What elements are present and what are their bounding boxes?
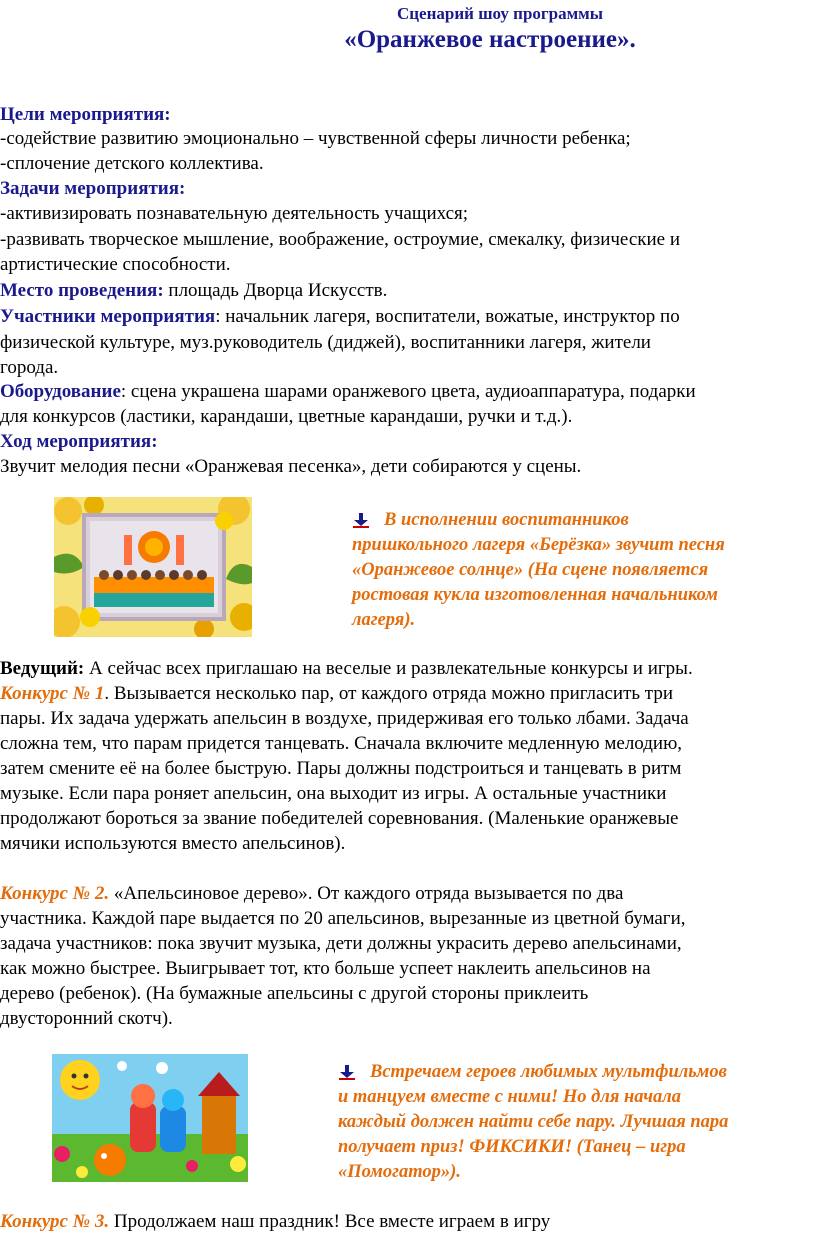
participants-line-3: города. bbox=[0, 357, 59, 378]
arrow-down-bullet-icon bbox=[338, 1065, 356, 1081]
stage-photo bbox=[54, 497, 252, 637]
participants-line-1 bbox=[0, 305, 680, 329]
contest1-line-4: затем смените её на более быструю. Пары должны подстроиться и танцевать в ритм bbox=[0, 758, 682, 779]
cartoon-characters-picture bbox=[52, 1054, 248, 1182]
note1-line-3: «Оранжевое солнце» (На сцене появляется bbox=[352, 560, 709, 580]
contest1-line-2: пары. Их задача удержать апельсин в воздухе, придерживая его только лбами. Задача bbox=[0, 708, 689, 729]
title-line-1: Сценарий шоу программы bbox=[396, 4, 604, 23]
note1-line-5: лагеря). bbox=[352, 610, 416, 630]
task-line-1: -активизировать познавательную деятельность учащихся; bbox=[0, 203, 469, 224]
equipment-line-1 bbox=[0, 380, 696, 404]
note1-line-2: пришкольного лагеря «Берёзка» звучит песня bbox=[352, 535, 725, 555]
contest1-line-6: продолжают бороться за звание победителей соревнования. (Маленькие оранжевые bbox=[0, 808, 679, 829]
contest2-line-1 bbox=[0, 882, 623, 906]
stage-photo-illustration bbox=[54, 497, 252, 637]
equipment-line-2: для конкурсов (ластики, карандаши, цветные карандаши, ручки и т.д.). bbox=[0, 406, 573, 427]
note2-line-4: получает приз! ФИКСИКИ! (Танец – игра bbox=[338, 1137, 686, 1157]
contest2-line-6: двусторонний скотч). bbox=[0, 1008, 173, 1029]
venue-text: площадь Дворца Искусств. bbox=[163, 280, 388, 301]
note2-line-1: Встречаем героев любимых мультфильмов bbox=[352, 1060, 727, 1085]
contest2-label: Конкурс № 2. bbox=[0, 883, 110, 904]
contest1-line-5: музыке. Если пара роняет апельсин, она выходит из игры. А остальные участники bbox=[0, 783, 667, 804]
progress-heading: Ход мероприятия: bbox=[0, 431, 158, 452]
participants-text: : начальник лагеря, воспитатели, вожатые, инструктор по bbox=[215, 306, 680, 327]
title-line-2: «Оранжевое настроение». bbox=[344, 26, 636, 53]
contest1-line-3: сложна тем, что парам придется танцевать. Сначала включите медленную мелодию, bbox=[0, 733, 683, 754]
contest1-label: Конкурс № 1 bbox=[0, 683, 105, 704]
equipment-text: : сцена украшена шарами оранжевого цвета, аудиоаппаратура, подарки bbox=[120, 381, 696, 402]
contest1-line-7: мячики используются вместо апельсинов). bbox=[0, 833, 346, 854]
note1-line-4: ростовая кукла изготовленная начальником bbox=[352, 585, 718, 605]
contest1-first: . Вызывается несколько пар, от каждого отряда можно пригласить три bbox=[104, 683, 673, 704]
contest1-line-1 bbox=[0, 682, 673, 706]
venue-label: Место проведения: bbox=[0, 280, 164, 301]
equipment-label: Оборудование bbox=[0, 381, 121, 402]
contest2-line-3: задача участников: пока звучит музыка, дети должны украсить дерево апельсинами, bbox=[0, 933, 682, 954]
goal-item-2: -сплочение детского коллектива. bbox=[0, 153, 264, 174]
task-line-3: артистические способности. bbox=[0, 254, 231, 275]
host-label: Ведущий: bbox=[0, 658, 85, 679]
contest2-line-5: дерево (ребенок). (На бумажные апельсины с другой стороны приклеить bbox=[0, 983, 589, 1004]
participants-label: Участники мероприятия bbox=[0, 306, 216, 327]
goal-item-1: -содействие развитию эмоционально – чувственной сферы личности ребенка; bbox=[0, 128, 631, 149]
participants-line-2: физической культуре, муз.руководитель (диджей), воспитанники лагеря, жители bbox=[0, 332, 651, 353]
host-line bbox=[0, 657, 693, 681]
contest2-line-2: участника. Каждой паре выдается по 20 апельсинов, вырезанные из цветной бумаги, bbox=[0, 908, 686, 929]
tasks-heading: Задачи мероприятия: bbox=[0, 178, 186, 199]
arrow-down-bullet-icon bbox=[352, 513, 370, 529]
contest3-label: Конкурс № 3. bbox=[0, 1211, 110, 1232]
note2-line-5: «Помогатор»). bbox=[338, 1162, 461, 1182]
task-line-2: -развивать творческое мышление, воображение, остроумие, смекалку, физические и bbox=[0, 229, 681, 250]
note2-line-2: и танцуем вместе с ними! Но для начала bbox=[338, 1087, 681, 1107]
note1-line-1: В исполнении воспитанников bbox=[352, 508, 629, 533]
contest3-line-1 bbox=[0, 1210, 550, 1234]
contest2-first: «Апельсиновое дерево». От каждого отряда вызывается по два bbox=[109, 883, 624, 904]
progress-text: Звучит мелодия песни «Оранжевая песенка», дети собираются у сцены. bbox=[0, 456, 582, 477]
contest3-first: Продолжаем наш праздник! Все вместе играем в игру bbox=[109, 1211, 551, 1232]
contest2-line-4: как можно быстрее. Выигрывает тот, кто больше успеет наклеить апельсинов на bbox=[0, 958, 651, 979]
goals-heading: Цели мероприятия: bbox=[0, 104, 171, 125]
cartoon-characters-illustration bbox=[52, 1054, 248, 1182]
note2-line-3: каждый должен найти себе пару. Лучшая пара bbox=[338, 1112, 729, 1132]
venue-line bbox=[0, 279, 387, 303]
host-text: А сейчас всех приглашаю на веселые и развлекательные конкурсы и игры. bbox=[84, 658, 693, 679]
